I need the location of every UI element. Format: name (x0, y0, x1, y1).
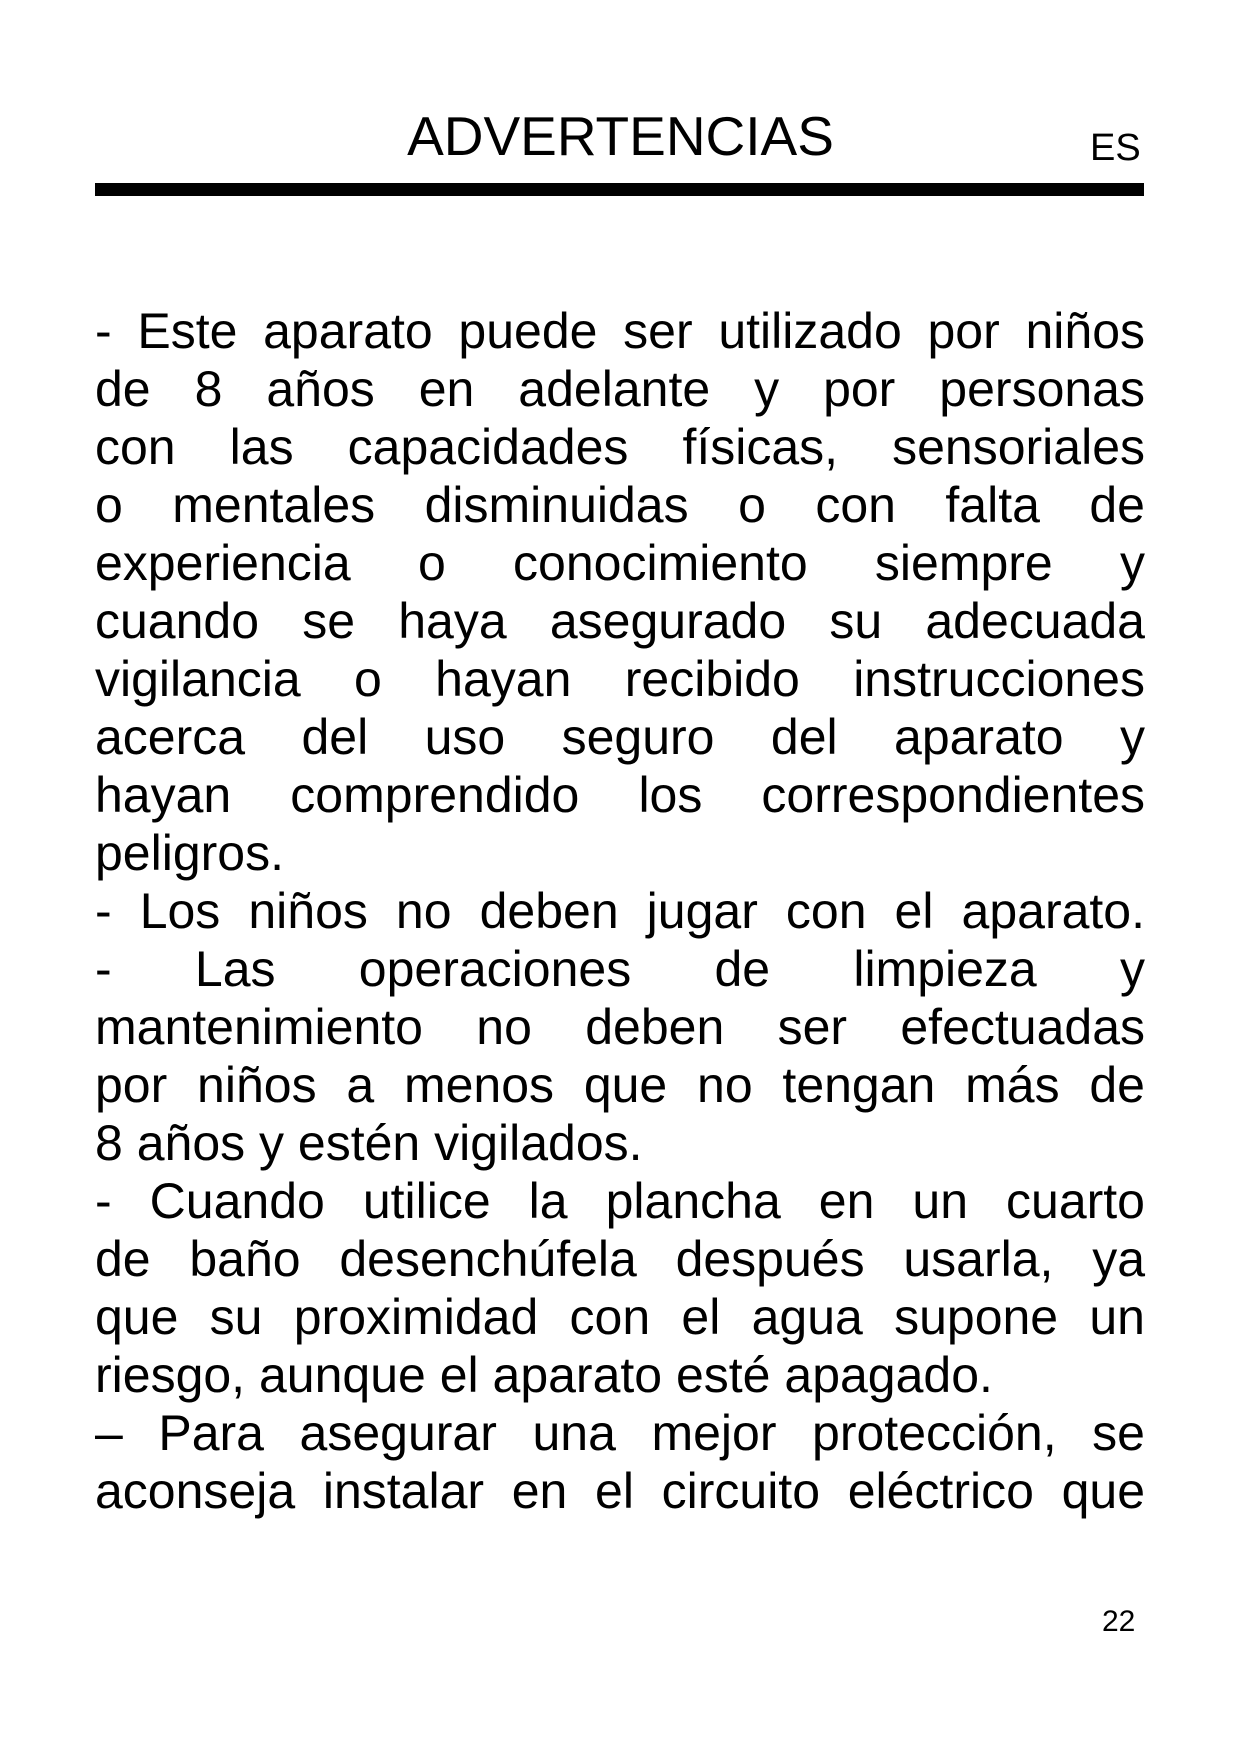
text-line: aconseja instalar en el circuito eléctrico que (95, 1463, 1145, 1519)
text-line: – Para asegurar una mejor protección, se (95, 1405, 1145, 1461)
text-line: - Los niños no deben jugar con el aparato. (95, 883, 1145, 939)
text-line: por niños a menos que no tengan más de (95, 1057, 1145, 1113)
page-title: ADVERTENCIAS (407, 105, 834, 167)
text-line: peligros. (95, 825, 284, 881)
text-line: - Este aparato puede ser utilizado por niños (95, 303, 1145, 359)
language-code: ES (1090, 127, 1141, 169)
text-line: de baño desenchúfela después usarla, ya (95, 1231, 1145, 1287)
title-divider (95, 183, 1144, 196)
warnings-text (95, 302, 1145, 1520)
text-line: mantenimiento no deben ser efectuadas (95, 999, 1145, 1055)
text-line: experiencia o conocimiento siempre y (95, 535, 1145, 591)
page-number: 22 (1102, 1605, 1136, 1638)
text-line: cuando se haya asegurado su adecuada (95, 593, 1145, 649)
text-line: riesgo, aunque el aparato esté apagado. (95, 1347, 993, 1403)
text-line: de 8 años en adelante y por personas (95, 361, 1145, 417)
text-line: hayan comprendido los correspondientes (95, 767, 1145, 823)
text-line: 8 años y estén vigilados. (95, 1115, 643, 1171)
text-line: que su proximidad con el agua supone un (95, 1289, 1145, 1345)
text-line: - Cuando utilice la plancha en un cuarto (95, 1173, 1145, 1229)
text-line: o mentales disminuidas o con falta de (95, 477, 1145, 533)
text-line: con las capacidades físicas, sensoriales (95, 419, 1145, 475)
text-line: - Las operaciones de limpieza y (95, 941, 1145, 997)
text-line: vigilancia o hayan recibido instrucciones (95, 651, 1145, 707)
text-line: acerca del uso seguro del aparato y (95, 709, 1145, 765)
